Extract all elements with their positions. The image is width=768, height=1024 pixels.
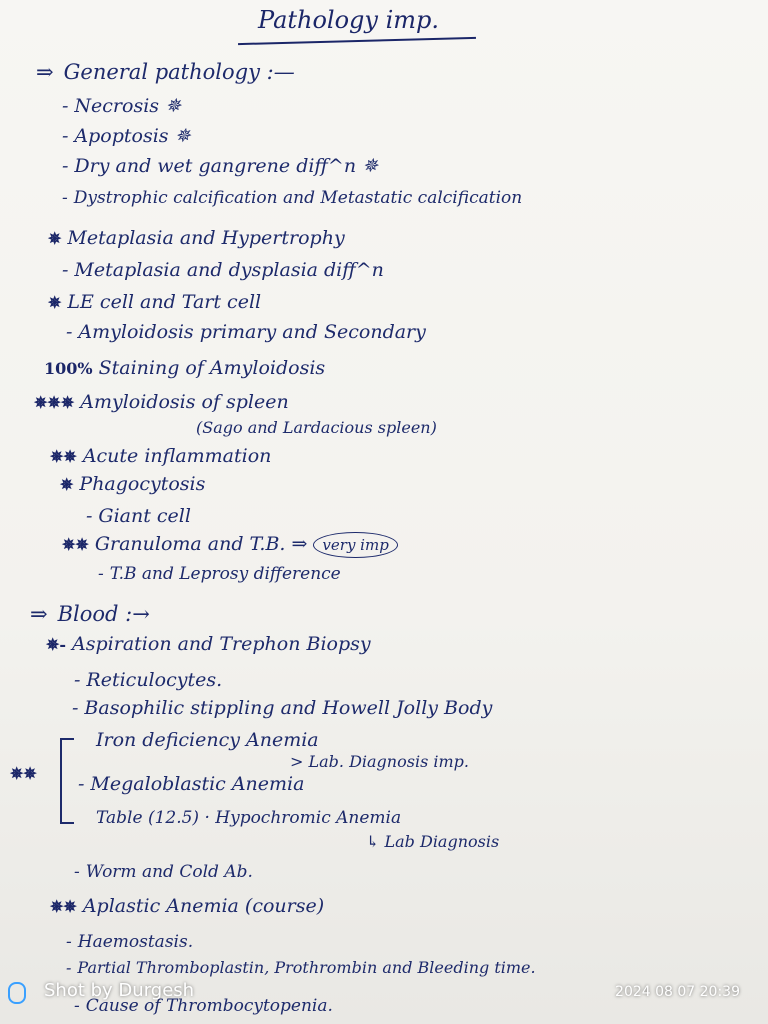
item-mark: -: [98, 564, 104, 584]
star-icon: ✵✵: [50, 897, 77, 916]
item-text: Dry and wet gangrene diff^n ✵: [74, 155, 379, 177]
item-text: LE cell and Tart cell: [67, 291, 262, 313]
item-text: Reticulocytes.: [86, 669, 223, 691]
item-mark: -: [66, 958, 72, 977]
list-item: [60, 472, 205, 497]
section-blood-label: Blood :→: [57, 602, 150, 626]
item-text: Megaloblastic Anemia: [90, 773, 305, 795]
section-general-header: [36, 60, 295, 84]
item-text: Acute inflammation: [82, 445, 272, 467]
list-item: [96, 806, 401, 830]
item-mark: -: [66, 321, 73, 343]
list-item: [66, 930, 193, 954]
item-text: Worm and Cold Ab.: [85, 862, 253, 882]
item-text: Dystrophic calcification and Metastatic calcification: [73, 188, 523, 208]
list-item: [44, 356, 325, 381]
item-text: Iron deficiency Anemia: [96, 729, 319, 751]
item-text: Cause of Thrombocytopenia.: [85, 996, 333, 1016]
percent-mark: 100%: [44, 359, 93, 378]
list-item: [62, 532, 398, 558]
section-general-label: General pathology :—: [63, 60, 295, 84]
item-mark: -: [66, 932, 72, 952]
item-mark: -: [78, 773, 85, 795]
star-icon: ✵: [60, 475, 74, 494]
list-item: [46, 632, 371, 657]
star-icon: ✵✵: [10, 764, 37, 783]
item-text: Phagocytosis: [79, 473, 206, 495]
list-item: [74, 668, 222, 692]
watermark-author: Shot by Durgesh: [44, 980, 195, 1001]
item-mark: -: [74, 996, 80, 1016]
list-item: [50, 444, 271, 469]
very-imp-badge: very imp: [313, 532, 397, 558]
list-item: [62, 186, 522, 210]
item-mark: -: [72, 697, 79, 719]
item-text: Table (12.5) · Hypochromic Anemia: [96, 808, 402, 828]
camera-watermark-icon: [8, 982, 26, 1004]
item-mark: -: [62, 95, 69, 117]
list-item: [34, 390, 289, 415]
list-item: [62, 258, 384, 282]
item-mark: -: [62, 125, 69, 147]
list-subnote: (Sago and Lardacious spleen): [196, 418, 437, 437]
list-item: [66, 956, 536, 980]
star-icon: ✵✵✵: [34, 393, 75, 412]
item-text: Granuloma and T.B. ⇒: [94, 533, 308, 555]
list-item: [48, 226, 345, 251]
list-item: [98, 562, 341, 586]
item-text: Basophilic stippling and Howell Jolly Body: [84, 697, 493, 719]
page-title: Pathology imp.: [258, 6, 440, 34]
double-arrow-icon: ⇒: [36, 60, 54, 84]
item-mark: -: [62, 155, 69, 177]
watermark-timestamp: 2024 08 07 20:39: [615, 984, 740, 1000]
item-text: Giant cell: [98, 505, 191, 527]
item-text: T.B and Leprosy difference: [109, 564, 341, 584]
item-mark: -: [62, 188, 68, 208]
item-text: Staining of Amyloidosis: [98, 357, 326, 379]
star-icon: ✵-: [46, 635, 67, 654]
list-item: [50, 894, 324, 919]
item-text: Apoptosis ✵: [74, 125, 191, 147]
item-mark: -: [86, 505, 93, 527]
list-subnote: > Lab. Diagnosis imp.: [290, 752, 469, 771]
list-subnote: ↳ Lab Diagnosis: [366, 832, 500, 851]
item-text: Amyloidosis of spleen: [80, 391, 289, 413]
item-mark: -: [62, 259, 69, 281]
item-mark: -: [74, 669, 81, 691]
item-text: Aplastic Anemia (course): [82, 895, 325, 917]
list-item: [96, 728, 319, 752]
star-icon: ✵: [48, 293, 62, 312]
item-text: Metaplasia and Hypertrophy: [67, 227, 345, 249]
item-text: Necrosis ✵: [74, 95, 181, 117]
star-icon: ✵✵: [62, 535, 89, 554]
title-underline: [238, 37, 476, 45]
item-text: Amyloidosis primary and Secondary: [78, 321, 426, 343]
list-item: [62, 154, 378, 178]
item-text: Haemostasis.: [77, 932, 194, 952]
list-item: [78, 772, 304, 796]
item-mark: -: [74, 862, 80, 882]
item-text: Aspiration and Trephon Biopsy: [72, 633, 371, 655]
star-icon: ✵✵: [50, 447, 77, 466]
section-blood-header: [30, 602, 150, 626]
item-text: Partial Thromboplastin, Prothrombin and Bleeding time.: [77, 958, 536, 977]
list-item: [72, 696, 492, 720]
item-text: Metaplasia and dysplasia diff^n: [74, 259, 384, 281]
star-icon: ✵: [48, 229, 62, 248]
list-item: [74, 860, 253, 884]
list-item: [62, 124, 191, 148]
list-item: [48, 290, 261, 315]
list-item: [66, 320, 426, 344]
list-item: [86, 504, 191, 528]
list-item: [62, 94, 181, 118]
double-arrow-icon: ⇒: [30, 602, 48, 626]
bracket-line: [60, 738, 74, 824]
